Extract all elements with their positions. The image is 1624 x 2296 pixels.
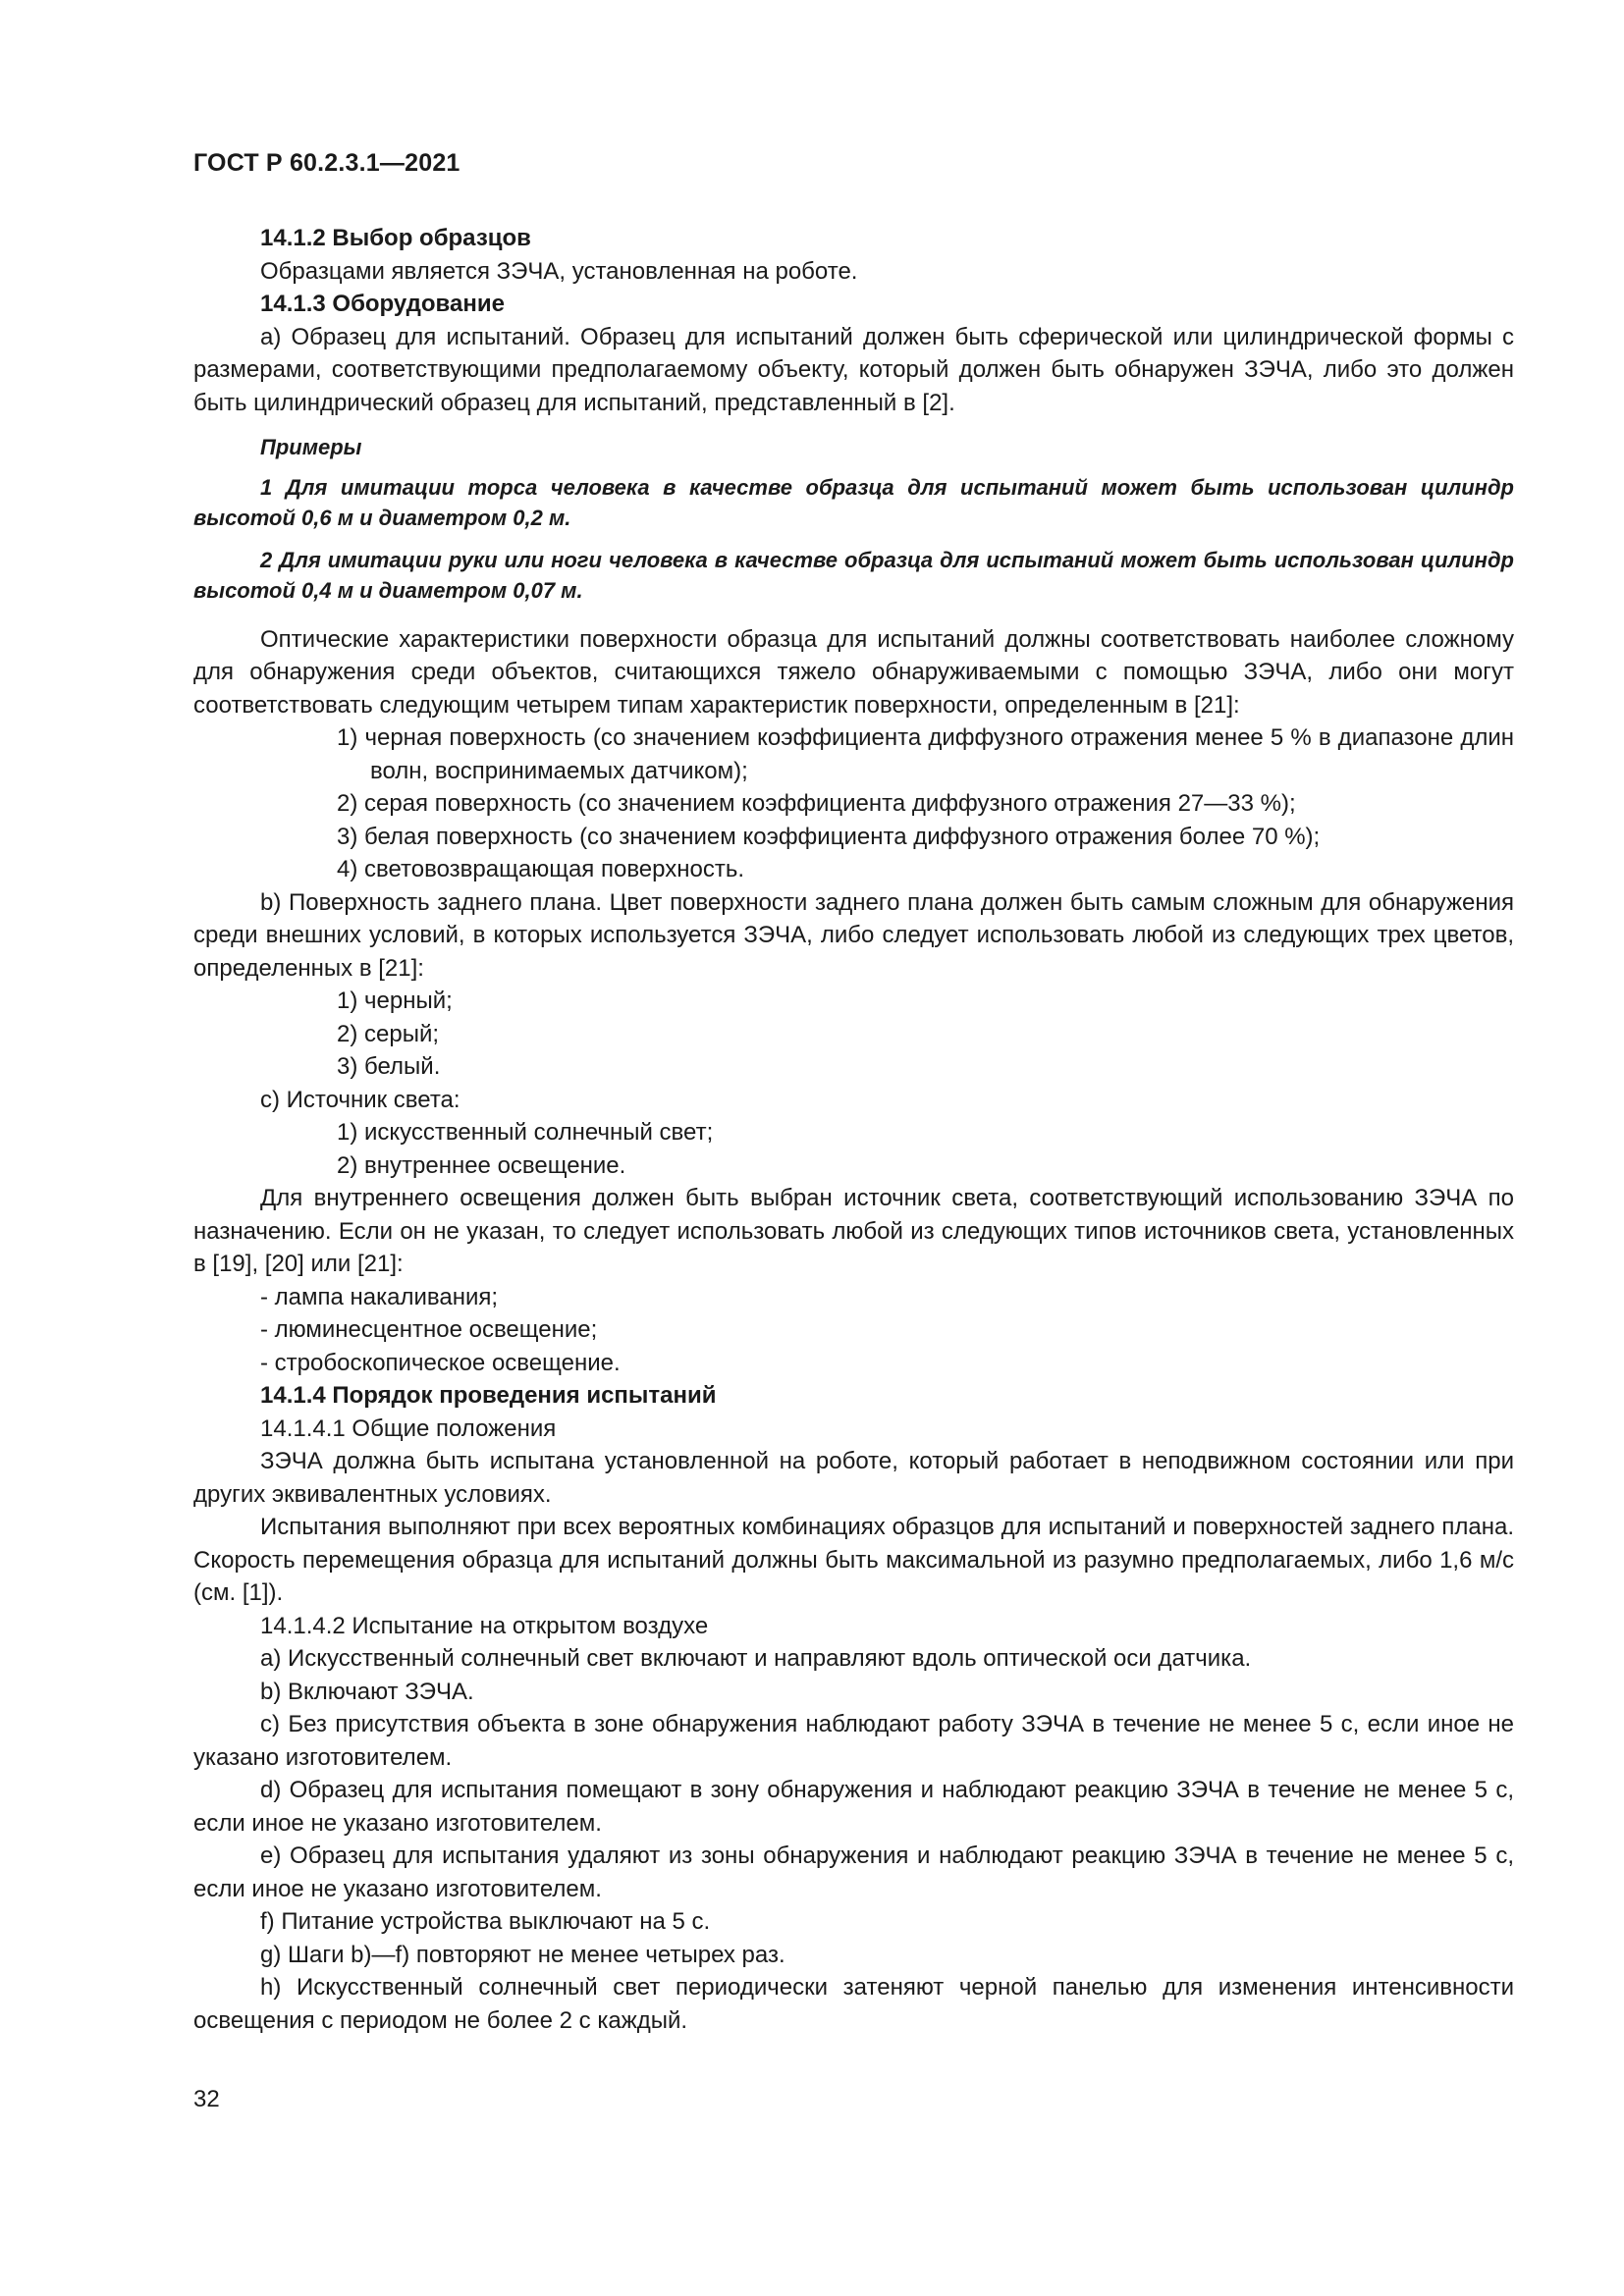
step-item: d) Образец для испытания помещают в зону обнаружения и наблюдают реакцию ЗЭЧА в течение не менее 5 с, если иное не указано изготовителем. [193, 1777, 1514, 1837]
step-item: а) Искусственный солнечный свет включают и направляют вдоль оптической оси датчика. [260, 1645, 1252, 1672]
paragraph: Оптические характеристики поверхности образца для испытаний должны соответствовать наиболее сложному для обнаружения среди объектов, считающихся тяжело обнаруживаемыми с помощью ЗЭЧА, либо они могут соответствовать следующим четырем типам характеристик поверхности, определенным в [21]: [193, 625, 1514, 719]
list-item: 1) черный; [337, 988, 453, 1014]
document-header: ГОСТ Р 60.2.3.1—2021 [193, 149, 460, 177]
subsection-title: 14.1.4.1 Общие положения [260, 1415, 557, 1442]
list-item: 2) внутреннее освещение. [337, 1151, 626, 1179]
list-item: - стробоскопическое освещение. [260, 1349, 621, 1376]
step-item: f) Питание устройства выключают на 5 с. [260, 1908, 711, 1935]
list-item: 3) белый. [337, 1053, 441, 1080]
step-item: е) Образец для испытания удаляют из зоны обнаружения и наблюдают реакцию ЗЭЧА в течение не менее 5 с, если иное не указано изготовителем. [193, 1842, 1514, 1902]
example-note: 1 Для имитации торса человека в качестве образца для испытаний может быть использован цилиндр высотой 0,6 м и диаметром 0,2 м. [193, 474, 1514, 530]
page-number: 32 [193, 2086, 220, 2112]
list-item: 3) белая поверхность (со значением коэффициента диффузного отражения более 70 %); [337, 823, 1321, 850]
list-item: 1) искусственный солнечный свет; [337, 1119, 714, 1146]
list-item: 2) серый; [337, 1020, 440, 1047]
example-note: 2 Для имитации руки или ноги человека в качестве образца для испытаний может быть использован цилиндр высотой 0,4 м и диаметром 0,07 м. [193, 547, 1514, 603]
paragraph: Испытания выполняют при всех вероятных комбинациях образцов для испытаний и поверхностей заднего плана. Скорость перемещения образца для испытаний должны быть максимальной из разумно предполагаемых, либо 1,6 м/с (см. [1]). [193, 1514, 1514, 1606]
paragraph: ЗЭЧА должна быть испытана установленной на роботе, который работает в неподвижном состоянии или при других эквивалентных условиях. [193, 1448, 1514, 1508]
step-item: g) Шаги b)—f) повторяют не менее четырех раз. [260, 1941, 785, 1968]
list-item: 4) световозвращающая поверхность. [337, 856, 744, 882]
examples-title: Примеры [260, 435, 362, 459]
step-item: h) Искусственный солнечный свет периодически затеняют черной панелью для изменения интенсивности освещения с периодом не более 2 с каждый. [193, 1974, 1514, 2034]
section-title: 14.1.3 Оборудование [260, 291, 505, 317]
paragraph: Для внутреннего освещения должен быть выбран источник света, соответствующий использованию ЗЭЧА по назначению. Если он не указан, то следует использовать любой из следующих типов источников света, установленных в [19], [20] или [21]: [193, 1185, 1514, 1277]
paragraph: с) Источник света: [260, 1086, 460, 1113]
list-item: - люминесцентное освещение; [260, 1316, 598, 1343]
paragraph: а) Образец для испытаний. Образец для испытаний должен быть сферической или цилиндрической формы с размерами, соответствующими предполагаемому объекту, который должен быть обнаружен ЗЭЧА, либо это должен быть цилиндрический образец для испытаний, представленный в [2]. [193, 323, 1514, 416]
section-title: 14.1.2 Выбор образцов [260, 225, 531, 251]
list-item: 1) черная поверхность (со значением коэффициента диффузного отражения менее 5 % в диапазоне длин волн, воспринимаемых датчиком); [337, 724, 1514, 784]
paragraph: Образцами является ЗЭЧА, установленная на роботе. [260, 257, 858, 285]
paragraph: b) Поверхность заднего плана. Цвет поверхности заднего плана должен быть самым сложным для обнаружения среди внешних условий, в которых используется ЗЭЧА, либо следует использовать любой из следующих трех цветов, определенных в [21]: [193, 888, 1514, 982]
list-item: 2) серая поверхность (со значением коэффициента диффузного отражения 27—33 %); [337, 790, 1296, 817]
section-title: 14.1.4 Порядок проведения испытаний [260, 1382, 717, 1409]
list-item: - лампа накаливания; [260, 1283, 499, 1310]
subsection-title: 14.1.4.2 Испытание на открытом воздухе [260, 1612, 709, 1639]
step-item: с) Без присутствия объекта в зоне обнаружения наблюдают работу ЗЭЧА в течение не менее 5 с, если иное не указано изготовителем. [193, 1711, 1514, 1771]
step-item: b) Включают ЗЭЧА. [260, 1678, 474, 1705]
document-body [193, 222, 1514, 2037]
